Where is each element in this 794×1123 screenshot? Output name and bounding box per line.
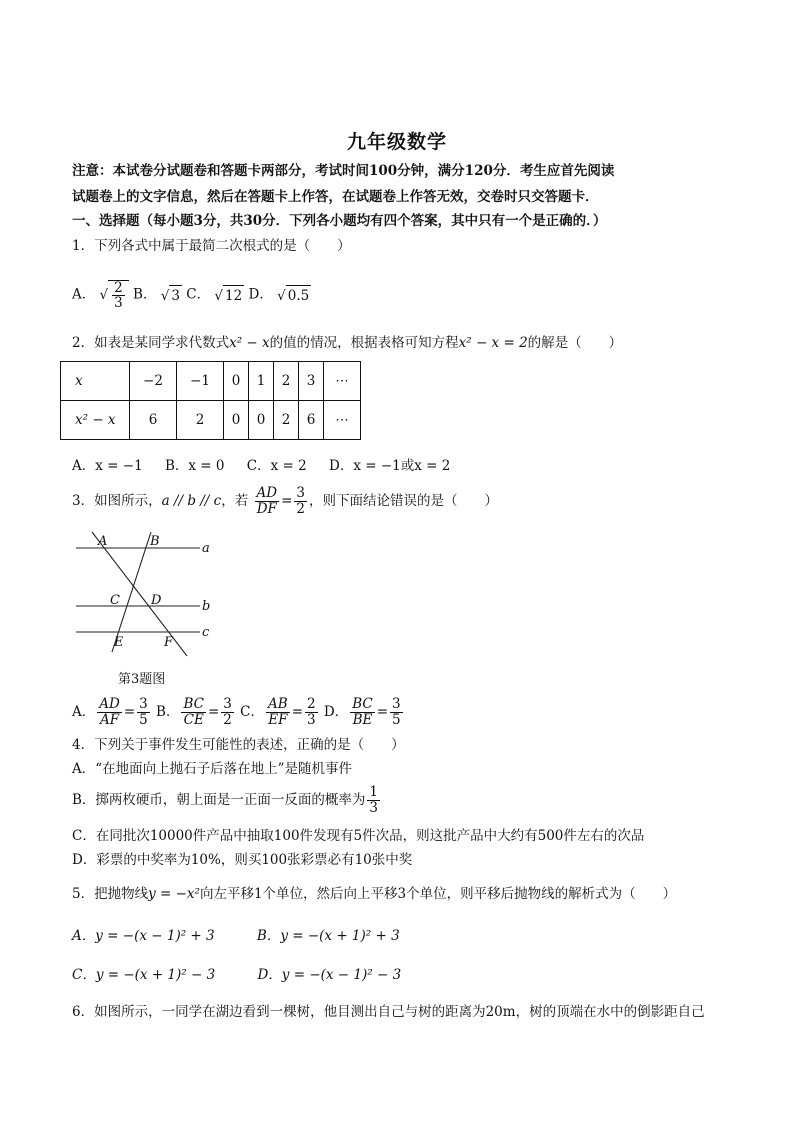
- q1-a-radical: √ $\frac{2}{3}$: [100, 280, 129, 310]
- q3-d-fraction: [350, 697, 375, 728]
- q1-stem: 1．下列各式中属于最简二次根式的是（ ）: [72, 238, 351, 254]
- q5-stem: [72, 884, 676, 904]
- q3-a-den: AF: [99, 712, 120, 728]
- transversal-be: [112, 532, 151, 652]
- q3-b-vnum: 3: [223, 696, 232, 712]
- q3-given-den: DF: [256, 501, 277, 517]
- label-c: c: [202, 625, 210, 640]
- table-cell: ⋯: [324, 401, 361, 440]
- q3-b-label: B．: [156, 704, 180, 720]
- section-heading: 一、选择题（每小题3分，共30分．下列各小题均有四个答案，其中只有一个是正确的．）: [72, 213, 607, 229]
- q4-option-a: A．“在地面向上抛石子后落在地上”是随机事件: [72, 761, 353, 777]
- q5-options-row1: [72, 926, 418, 946]
- q4-b-den: 3: [369, 800, 379, 816]
- q3-parallel-lines-figure: [72, 528, 222, 660]
- notice-line-1: 注意：本试卷分试题卷和答题卡两部分，考试时间100分钟，满分120分．考生应首先阅读: [72, 163, 615, 179]
- label-D: D: [151, 593, 162, 608]
- q2-stem-pre: 2．如表是某同学求代数式: [72, 335, 230, 351]
- q3-condition: a // b // c: [161, 493, 222, 509]
- q3-b-num: BC: [183, 696, 204, 712]
- q3-b-value: [221, 697, 234, 728]
- q3-value-den: 2: [296, 501, 305, 517]
- label-A: A: [98, 534, 108, 549]
- q1-d-value: 0.5: [286, 285, 311, 306]
- q5-option-b: B．y = −(x + 1)² + 3: [256, 928, 400, 944]
- label-b: b: [202, 599, 211, 614]
- q1-options: [72, 280, 311, 310]
- table-cell: 2: [274, 362, 299, 401]
- q4-b-num: 1: [369, 784, 379, 800]
- q3-b-fraction: [181, 697, 206, 728]
- q4-option-b: [72, 785, 382, 816]
- q4-b-fraction: [367, 785, 380, 816]
- q3-given-num: AD: [256, 485, 278, 501]
- q3-d-den: BE: [352, 712, 373, 728]
- q1-c-label: C．: [186, 286, 211, 303]
- label-a: a: [202, 541, 210, 556]
- q1-d-label: D．: [248, 286, 273, 303]
- q2-options: [72, 456, 468, 476]
- table-cell: 6: [299, 401, 324, 440]
- label-B: B: [150, 534, 160, 549]
- q1-c-radical: √ 12: [214, 285, 244, 306]
- q5-options-row2: [72, 965, 419, 985]
- q3-given-fraction: [255, 486, 280, 517]
- q6-stem: 6．如图所示，一同学在湖边看到一棵树，他目测出自己与树的距离为20m，树的顶端在水中的倒影距自己: [72, 1004, 705, 1020]
- q2-option-d: D．x = −1或x = 2: [329, 458, 451, 474]
- table-cell: 2: [274, 401, 299, 440]
- table-cell: 2: [177, 401, 224, 440]
- q2-expr: x² − x: [229, 335, 270, 351]
- q1-b-radical: √ 3: [161, 285, 182, 306]
- table-row: [61, 362, 361, 401]
- table-cell: −2: [130, 362, 177, 401]
- table-cell: x: [61, 362, 130, 401]
- page-title: 九年级数学: [346, 131, 447, 153]
- q2-option-b: B．x = 0: [164, 458, 225, 474]
- q2-option-c: C．x = 2: [246, 458, 307, 474]
- q3-c-den: EF: [268, 712, 288, 728]
- q3-d-label: D．: [323, 704, 349, 720]
- q3-c-label: C．: [240, 704, 265, 720]
- q3-d-vden: 5: [392, 712, 401, 728]
- q4-stem: 4．下列关于事件发生可能性的表述，正确的是（ ）: [72, 737, 405, 753]
- q3-stem-pre: 3．如图所示，: [72, 493, 162, 509]
- table-cell: 6: [130, 401, 177, 440]
- q5-option-d: D．y = −(x − 1)² − 3: [257, 967, 402, 983]
- q1-a-label: A．: [72, 286, 96, 303]
- q2-stem-mid: 的值的情况，根据表格可知方程: [269, 335, 459, 351]
- table-row: [61, 401, 361, 440]
- q3-d-num: BC: [352, 696, 373, 712]
- q3-a-fraction: [97, 697, 122, 728]
- q3-given-value: [294, 486, 307, 517]
- q3-options: A． $\frac{AD}{AF}$ = $\frac{3}{5}$ B． $\frac{BC}{CE}$ = $\frac{3}{2}$ C． $\frac{AB}{EF}$ = $\frac{2}{3}$ D． $\frac{BC}{BE}$ = $\frac{3}{5}$: [72, 696, 401, 728]
- q1-d-radical: √ 0.5: [277, 285, 311, 306]
- q3-stem-post: ，则下面结论错误的是（ ）: [309, 493, 498, 509]
- q2-value-table: [60, 361, 361, 440]
- q1-a-den: 3: [114, 295, 123, 311]
- q5-stem-pre: 5．把抛物线: [72, 886, 149, 902]
- label-C: C: [110, 593, 120, 608]
- q2-equation: x² − x = 2: [458, 335, 528, 351]
- table-cell: 0: [224, 401, 249, 440]
- q2-option-a: A．x = −1: [72, 458, 143, 474]
- table-cell: 0: [249, 401, 274, 440]
- q3-b-den: CE: [183, 712, 204, 728]
- q3-d-value: [390, 697, 403, 728]
- q3-a-vden: 5: [139, 712, 148, 728]
- q2-stem: [72, 333, 622, 353]
- table-cell: 0: [224, 362, 249, 401]
- q5-stem-post: 向左平移1个单位，然后向上平移3个单位，则平移后抛物线的解析式为（ ）: [199, 886, 677, 902]
- table-cell: x² − x: [61, 401, 130, 440]
- q1-b-value: 3: [169, 285, 182, 306]
- table-cell: −1: [177, 362, 224, 401]
- q3-c-value: [305, 697, 318, 728]
- table-cell: 1: [249, 362, 274, 401]
- q5-function: y = −x²: [148, 886, 200, 902]
- q3-c-fraction: [266, 697, 290, 728]
- q3-a-vnum: 3: [139, 696, 148, 712]
- q3-stem-mid: ，若: [221, 493, 249, 509]
- q3-c-vnum: 2: [307, 696, 316, 712]
- table-cell: ⋯: [324, 362, 361, 401]
- q3-figure-caption: 第3题图: [118, 672, 166, 687]
- q1-a-num: 2: [114, 280, 123, 296]
- q3-stem: 3．如图所示，a // b // c，若 $\frac{AD}{DF}$ = $\frac{3}{2}$ ，则下面结论错误的是（ ）: [72, 485, 498, 517]
- q3-value-num: 3: [296, 485, 305, 501]
- label-E: E: [114, 635, 124, 650]
- q3-a-value: [137, 697, 150, 728]
- q5-option-c: C．y = −(x + 1)² − 3: [72, 967, 216, 983]
- table-cell: 3: [299, 362, 324, 401]
- q1-c-value: 12: [223, 285, 244, 306]
- q4-b-text: B．掷两枚硬币，朝上面是一正面一反面的概率为: [72, 792, 366, 808]
- q3-c-vden: 3: [307, 712, 316, 728]
- q1-b-label: B．: [133, 286, 157, 303]
- q4-option-c: C．在同批次10000件产品中抽取100件发现有5件次品，则这批产品中大约有500件左右的次品: [72, 828, 645, 844]
- q3-d-vnum: 3: [392, 696, 401, 712]
- notice-line-2: 试题卷上的文字信息，然后在答题卡上作答，在试题卷上作答无效，交卷时只交答题卡．: [72, 189, 599, 205]
- label-F: F: [164, 635, 174, 650]
- q2-stem-post: 的解是（ ）: [527, 335, 623, 351]
- q3-b-vden: 2: [223, 712, 232, 728]
- q3-a-num: AD: [99, 696, 120, 712]
- q4-option-d: D．彩票的中奖率为10%，则买100张彩票必有10张中奖: [72, 852, 413, 868]
- q3-c-num: AB: [268, 696, 288, 712]
- q3-a-label: A．: [72, 704, 96, 720]
- q5-option-a: A．y = −(x − 1)² + 3: [72, 928, 215, 944]
